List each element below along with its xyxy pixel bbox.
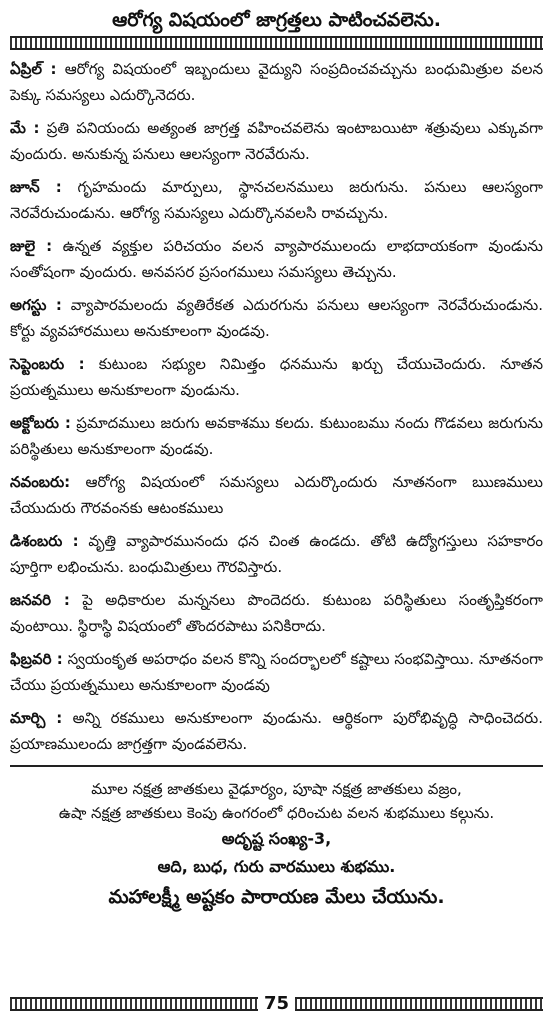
month-label: నవంబరు: xyxy=(10,473,71,491)
entry-february xyxy=(10,646,543,698)
entry-september xyxy=(10,351,543,403)
month-label: సెప్టెంబరు : xyxy=(10,355,85,373)
page-footer xyxy=(10,993,543,1014)
entry-text: స్వయంకృత అపరాధం వలన కొన్ని సందర్భాలలో కష్టాలు సంభవిస్తాయి. నూతనంగా చేయు ప్రయత్నములు అనుకూలంగా వుండవు xyxy=(10,650,543,694)
month-label: జనవరి : xyxy=(10,591,70,609)
entry-text: ప్రమాదములు జరుగు అవకాశము కలదు. కుటుంబము నందు గొడవలు జరుగును పరిస్థితులు అనుకూలంగా వుండవు. xyxy=(10,414,543,458)
entry-july xyxy=(10,233,543,285)
decorative-border-top xyxy=(10,36,543,50)
entry-december xyxy=(10,528,543,580)
remedy-text: మహాలక్ష్మీ అష్టకం పారాయణ మేలు చేయును. xyxy=(108,886,445,908)
nakshatra-line-2: ఉషా నక్షత్ర జాతకులు కెంపు ఉంగరంలో ధరించుట వలన శుభములు కల్గును. xyxy=(58,804,495,822)
entry-text: అన్ని రకములు అనుకూలంగా వుండును. ఆర్థికంగా పురోభివృద్ధి సాధించెదరు. ప్రయాణములందు జాగ్రత్తగా వుండవలెను. xyxy=(10,709,543,753)
lucky-days: ఆది, బుధ, గురు వారములు శుభము. xyxy=(157,857,396,876)
entry-june xyxy=(10,174,543,226)
entry-text: ఆరోగ్య విషయంలో ఇబ్బందులు వైద్యుని సంప్రదించవచ్చును బంధుమిత్రుల వలన పెక్కు సమస్యలు ఎదుర్కొనెదరు. xyxy=(10,60,544,104)
month-label: డిశంబరు : xyxy=(10,532,79,550)
lucky-number: అదృష్ట సంఖ్య-3, xyxy=(221,829,332,848)
month-label: జులై : xyxy=(10,237,53,255)
entry-may xyxy=(10,115,543,167)
entry-text: వ్యాపారమలందు వ్యతిరేకత ఎదురగును పనులు ఆలస్యంగా నెరవేరుచుండును. కోర్టు వ్యవహారములు అనుకూలంగా వుండవు. xyxy=(10,296,543,340)
decorative-border-bottom-right xyxy=(295,997,543,1011)
entry-text: కుటుంబ సభ్యుల నిమిత్తం ధనమును ఖర్చు చేయుచెందురు. నూతన ప్రయత్నములు అనుకూలంగా వుండును. xyxy=(10,355,543,399)
entry-text: ఆరోగ్య విషయంలో సమస్యలు ఎదుర్కొందురు నూతనంగా ఋణములు చేయుదురు గౌరవంనకు ఆటంకములు xyxy=(10,473,543,517)
entry-january xyxy=(10,587,543,639)
entry-november xyxy=(10,469,543,521)
entry-text: ఉన్నత వ్యక్తుల పరిచయం వలన వ్యాపారములందు లాభదాయకంగా వుండును సంతోషంగా వుందురు. అనవసర ప్రసంగములు సమస్యలు తెచ్చును. xyxy=(10,237,543,281)
page-number: 75 xyxy=(263,993,290,1014)
decorative-border-bottom-left xyxy=(10,997,258,1011)
month-label: అక్టోబరు : xyxy=(10,414,71,432)
month-label: మే : xyxy=(10,119,40,137)
entry-text: పై అధికారుల మన్ననలు పొందెదరు. కుటుంబ పరిస్థితులు సంతృప్తికరంగా వుంటాయి. స్థిరాస్థి విషయంలో తొందరపాటు పనికిరాదు. xyxy=(10,591,543,635)
month-label: మార్చి : xyxy=(10,709,63,727)
month-label: ఏప్రిల్ : xyxy=(10,60,57,78)
divider xyxy=(10,765,543,767)
entry-text: వృత్తి వ్యాపారమునందు ధన చింత ఉండదు. తోటి ఉద్యోగస్తులు సహకారం పూర్తిగా లభించును. బంధుమిత్రులు గౌరవిస్తారు. xyxy=(10,532,544,576)
entry-text: గృహమందు మార్పులు, స్థానచలనములు జరుగును. పనులు ఆలస్యంగా నెరవేరుచుండును. ఆరోగ్య సమస్యలు ఎదుర్కొనవలసి రావచ్చును. xyxy=(10,178,543,222)
entry-march xyxy=(10,705,543,757)
month-label: అగస్టు : xyxy=(10,296,62,314)
month-label: జూన్ : xyxy=(10,178,62,196)
nakshatra-line-1: మూల నక్షత్ర జాతకులు వైఢూర్యం, పూషా నక్షత్ర జాతకులు వజ్రం, xyxy=(91,780,462,798)
entry-october xyxy=(10,410,543,462)
month-label: ఫిబ్రవరి : xyxy=(10,650,63,668)
page-title: ఆరోగ్య విషయంలో జాగ్రత్తలు పాటించవలెను. xyxy=(112,9,441,31)
footer-remedies xyxy=(10,777,543,913)
entry-april xyxy=(10,56,543,108)
entry-august xyxy=(10,292,543,344)
entry-text: ప్రతి పనియందు అత్యంత జాగ్రత్త వహించవలెను ఇంటాబయిటా శత్రువులు ఎక్కువగా వుందురు. అనుకున్న పనులు ఆలస్యంగా నెరవేరును. xyxy=(10,119,544,163)
monthly-predictions xyxy=(10,56,543,757)
